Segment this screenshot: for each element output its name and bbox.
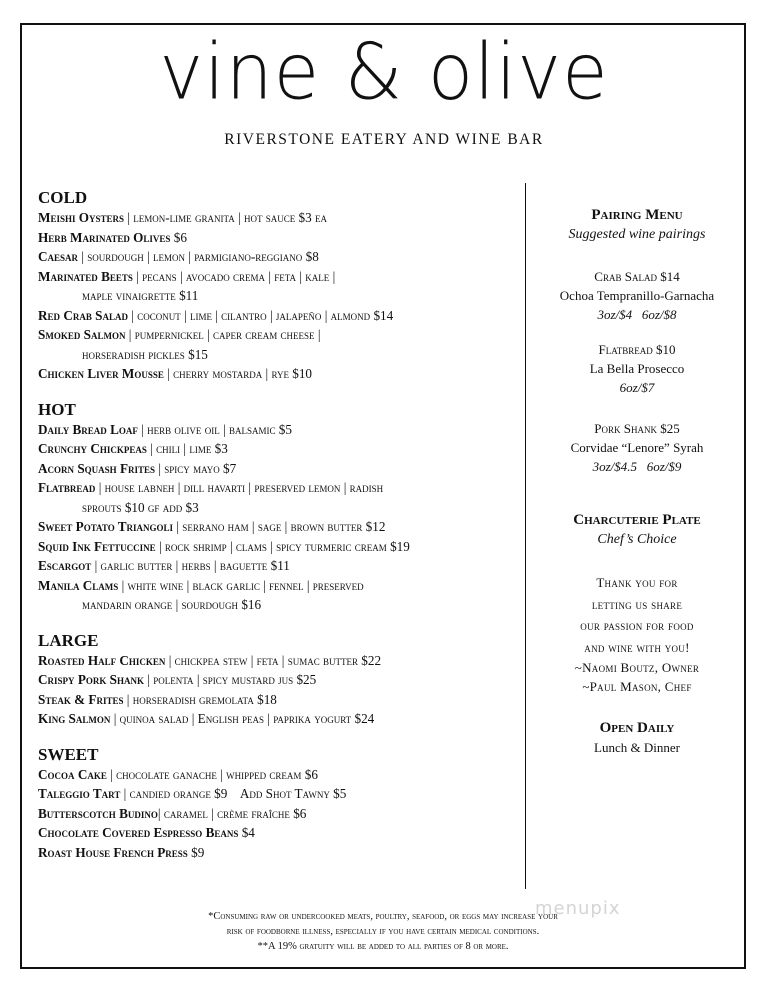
item-description: | serrano ham | sage | brown butter $12: [173, 519, 386, 534]
menu-item: [38, 208, 518, 228]
sidebar: [532, 205, 742, 757]
item-description: $9: [187, 844, 205, 860]
item-name: Crunchy Chickpeas: [38, 441, 147, 456]
item-description: | herb olive oil | balsamic $5: [137, 421, 292, 437]
hours-title: Open Daily: [599, 720, 675, 736]
menu-item: [38, 556, 518, 576]
item-description: | lemon-lime granita | hot sauce $3 ea: [124, 210, 328, 225]
item-name: Chicken Liver Mousse: [38, 366, 164, 381]
menu-item-continuation: [38, 345, 518, 365]
menu-item: [38, 420, 518, 440]
item-description: horseradish pickles $15: [82, 346, 208, 362]
item-description: | coconut | lime | cilantro | jalapeño | almond $14: [127, 307, 394, 323]
menu-item: [38, 804, 518, 824]
item-name: Crispy Pork Shank: [38, 672, 145, 687]
item-description: | chili | lime $3: [146, 441, 228, 456]
menu-item: [38, 517, 518, 537]
item-name: Squid Ink Fettuccine: [38, 538, 156, 554]
menu-item: [38, 709, 518, 729]
pairing-dish: Flatbread $10: [598, 342, 676, 357]
menu-section-cold: [38, 188, 518, 384]
item-name: Marinated Beets: [38, 268, 133, 284]
item-name: Steak & Frites: [38, 691, 124, 707]
menu-item: [38, 459, 518, 479]
item-description: maple vinaigrette $11: [82, 288, 199, 303]
menu-section-large: [38, 631, 518, 729]
item-name: Caesar: [38, 249, 79, 264]
menu-item: [38, 325, 518, 345]
pairing-wine: Corvidae “Lenore” Syrah: [570, 440, 704, 455]
item-name: Sweet Potato Triangoli: [38, 519, 174, 534]
menu-item: [38, 439, 518, 459]
item-name: Roasted Half Chicken: [38, 652, 166, 668]
section-title: SWEET: [38, 744, 99, 764]
menu-item: [38, 843, 518, 863]
charcuterie-title: Charcuterie Plate: [573, 512, 701, 528]
item-description: $6: [170, 229, 187, 245]
pairing-price: 3oz/$4.5 6oz/$9: [592, 459, 682, 474]
menu-item: [38, 690, 518, 710]
menu-item: [38, 823, 518, 843]
pairing-item: [532, 419, 742, 476]
menu-sections: [38, 188, 518, 878]
item-description: | spicy mayo $7: [155, 460, 237, 476]
menu-item: [38, 364, 518, 384]
thanks-line: Thank you for: [596, 575, 678, 590]
item-description: $4: [238, 825, 255, 840]
item-name: Manila Clams: [38, 577, 119, 593]
pairing-dish: Pork Shank $25: [594, 421, 680, 436]
thanks-line: and wine with you!: [584, 639, 690, 655]
item-name: Roast House French Press: [38, 844, 188, 860]
section-title: HOT: [38, 399, 76, 419]
item-description: | white wine | black garlic | fennel | preserved: [118, 577, 364, 593]
pairing-wine: La Bella Prosecco: [589, 361, 685, 376]
menu-item: [38, 537, 518, 557]
menu-item-continuation: [38, 286, 518, 306]
item-description: | house labneh | dill havarti | preserved lemon | radish: [95, 480, 384, 495]
item-description: | cherry mostarda | rye $10: [163, 366, 313, 381]
item-description: | chickpea stew | feta | sumac butter $22: [165, 652, 382, 668]
section-title: COLD: [38, 188, 88, 207]
menu-item: [38, 784, 518, 804]
item-description: | pecans | avocado crema | feta | kale |: [132, 268, 336, 284]
menu-item: [38, 765, 518, 785]
footer-disclaimer: [40, 909, 726, 954]
watermark: menupix: [535, 898, 621, 919]
pairing-wine: Ochoa Tempranillo-Garnacha: [559, 288, 715, 303]
menu-item: [38, 228, 518, 248]
menu-item: [38, 478, 518, 498]
tagline: RIVERSTONE EATERY AND WINE BAR: [224, 131, 544, 148]
pairing-title: Pairing Menu: [591, 207, 683, 223]
menu-item: [38, 670, 518, 690]
pairing-price: 6oz/$7: [619, 380, 655, 395]
section-title: LARGE: [38, 630, 99, 650]
item-description: | pumpernickel | caper cream cheese |: [125, 327, 321, 342]
pairing-item: [532, 267, 742, 324]
item-description: | polenta | spicy mustard jus $25: [144, 672, 317, 687]
pairing-price: 3oz/$4 6oz/$8: [597, 307, 677, 322]
item-name: Chocolate Covered Espresso Beans: [38, 825, 239, 840]
thank-you-note: [532, 572, 742, 696]
item-name: Smoked Salmon: [38, 327, 126, 342]
item-description: | candied orange $9 Add Shot Tawny $5: [120, 786, 347, 801]
column-divider: [525, 183, 526, 889]
chef-signature: ~Paul Mason, Chef: [582, 679, 692, 694]
menu-item: [38, 267, 518, 287]
item-name: Red Crab Salad: [38, 307, 128, 323]
item-description: | horseradish gremolata $18: [123, 691, 277, 707]
charcuterie-subtitle: Chef’s Choice: [597, 532, 677, 547]
restaurant-logo: vine & olive: [159, 26, 609, 118]
item-description: mandarin orange | sourdough $16: [82, 597, 262, 612]
item-name: Daily Bread Loaf: [38, 421, 138, 437]
menu-item-continuation: [38, 498, 518, 518]
item-description: | sourdough | lemon | parmigiano-reggiano $8: [78, 249, 319, 264]
item-name: Butterscotch Budino: [38, 805, 158, 821]
item-description: | caramel | crème fraîche $6: [157, 805, 307, 821]
item-description: sprouts $10 gf add $3: [82, 499, 199, 515]
thanks-line: letting us share: [591, 596, 683, 612]
hours-detail: Lunch & Dinner: [594, 740, 680, 755]
pairing-subtitle: Suggested wine pairings: [568, 227, 706, 242]
pairing-item: [532, 340, 742, 397]
item-name: Acorn Squash Frites: [38, 460, 156, 476]
item-description: | garlic butter | herbs | baguette $11: [91, 558, 290, 573]
menu-item: [38, 651, 518, 671]
item-name: Meishi Oysters: [38, 210, 125, 225]
menu-item: [38, 306, 518, 326]
item-name: Escargot: [38, 558, 92, 573]
footer-line: *Consuming raw or undercooked meats, poultry, seafood, or eggs may increase your: [208, 911, 558, 922]
item-description: | quinoa salad | English peas | paprika yogurt $24: [110, 711, 375, 726]
menu-section-sweet: [38, 745, 518, 863]
item-name: Taleggio Tart: [38, 786, 121, 801]
footer-line: risk of foodborne illness, especially if you have certain medical conditions.: [226, 926, 540, 937]
item-description: | chocolate ganache | whipped cream $6: [106, 766, 318, 782]
menu-item: [38, 576, 518, 596]
menu-item-continuation: [38, 595, 518, 615]
item-name: Cocoa Cake: [38, 766, 107, 782]
menu-item: [38, 247, 518, 267]
footer-line: **A 19% gratuity will be added to all parties of 8 or more.: [257, 941, 509, 952]
thanks-line: our passion for food: [580, 618, 694, 633]
pairing-dish: Crab Salad $14: [594, 269, 680, 284]
item-name: Herb Marinated Olives: [38, 229, 171, 245]
item-description: | rock shrimp | clams | spicy turmeric cream $19: [155, 538, 410, 554]
owner-signature: ~Naomi Boutz, Owner: [574, 660, 700, 675]
menu-section-hot: [38, 400, 518, 615]
item-name: King Salmon: [38, 711, 111, 726]
item-name: Flatbread: [38, 480, 96, 495]
